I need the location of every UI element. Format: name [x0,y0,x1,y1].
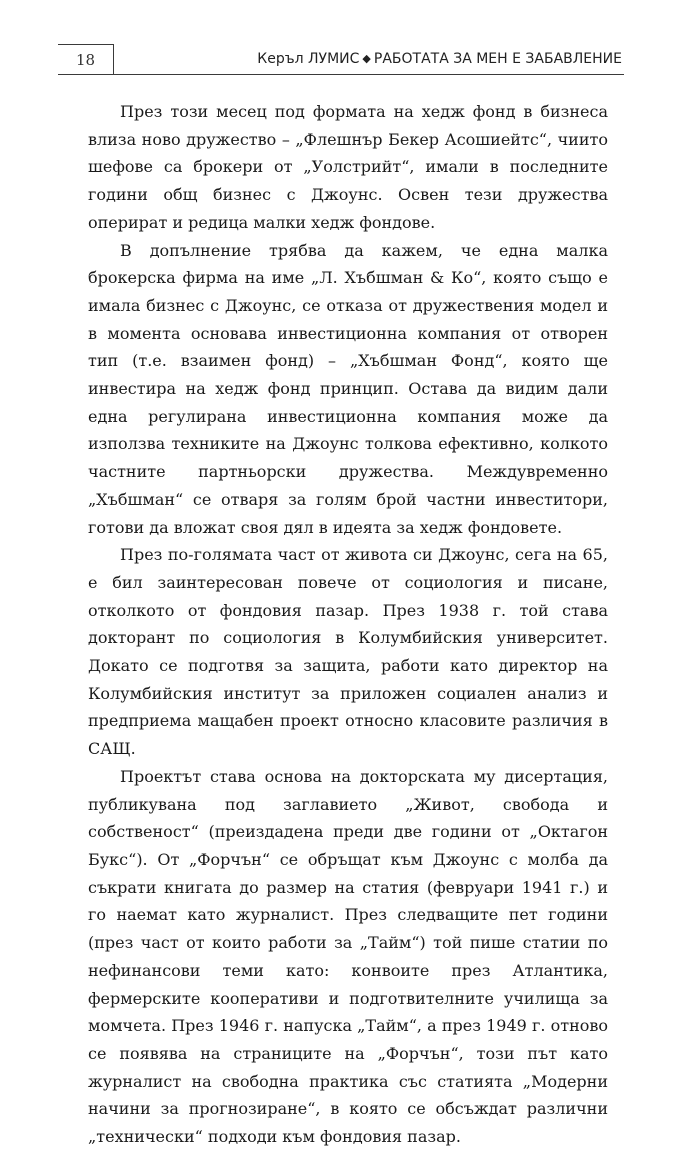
author-name: Керъл ЛУМИС [257,51,360,67]
page-header [58,44,624,76]
page-number: 18 [58,44,114,75]
running-head [257,48,622,71]
paragraph: През по-голямата част от живота си Джоунс, сега на 65, е бил заинтересован повече от социология и писане, отколкото от фондовия пазар. През 1938 г. той става докторант по социология в Колумбийския университет. Докато се подготвя за защита, работи като директор на Колумбийския институт за приложен социален анализ и предприема мащабен проект относно класовите различия в САЩ. [88,545,608,759]
book-title: РАБОТАТА ЗА МЕН Е ЗАБАВЛЕНИЕ [373,51,622,67]
paragraph: В допълнение трябва да кажем, че една малка брокерска фирма на име „Л. Хъбшман & Ко“, която също е имала бизнес с Джоунс, се отказа от дружествения модел и в момента основава инвестиционна компания от отворен тип (т.е. взаимен фонд) – „Хъбшман Фонд“, която ще инвестира на хедж фонд принцип. Остава да видим дали една регулирана инвестиционна компания може да използва техниките на Джоунс толкова ефективно, колкото частните партньорски дружества. Междувременно „Хъбшман“ се отваря за голям брой частни инвеститори, готови да вложат своя дял в идеята за хедж фондовете. [88,240,608,537]
paragraph: През този месец под формата на хедж фонд в бизнеса влиза ново дружество – „Флешнър Бекер Асошиейтс“, чиито шефове са брокери от „Уолстрийт“, имали в последните години общ бизнес с Джоунс. Освен тези дружества оперират и редица малки хедж фондове. [88,102,608,232]
body-text [88,98,608,1151]
paragraph: Проектът става основа на докторската му дисертация, публикувана под заглавието „Живот, свобода и собственост“ (преиздадена преди две години от „Октагон Букс“). От „Форчън“ се обръщат към Джоунс с молба да съкрати книгата до размер на статия (февруари 1941 г.) и го наемат като журналист. През следващите пет години (през част от които работи за „Тайм“) той пише статии по нефинансови теми като: конвоите през Атлантика, фермерските кооперативи и подготвителните училища за момчета. През 1946 г. напуска „Тайм“, а през 1949 г. отново се появява на страниците на „Форчън“, този път като журналист на свободна практика със статията „Модерни начини за прогнозиране“, в която се обсъждат различни „технически“ подходи към фондовия пазар. [88,766,608,1147]
diamond-separator-icon: ◆ [362,52,371,65]
header-rule [58,74,624,75]
